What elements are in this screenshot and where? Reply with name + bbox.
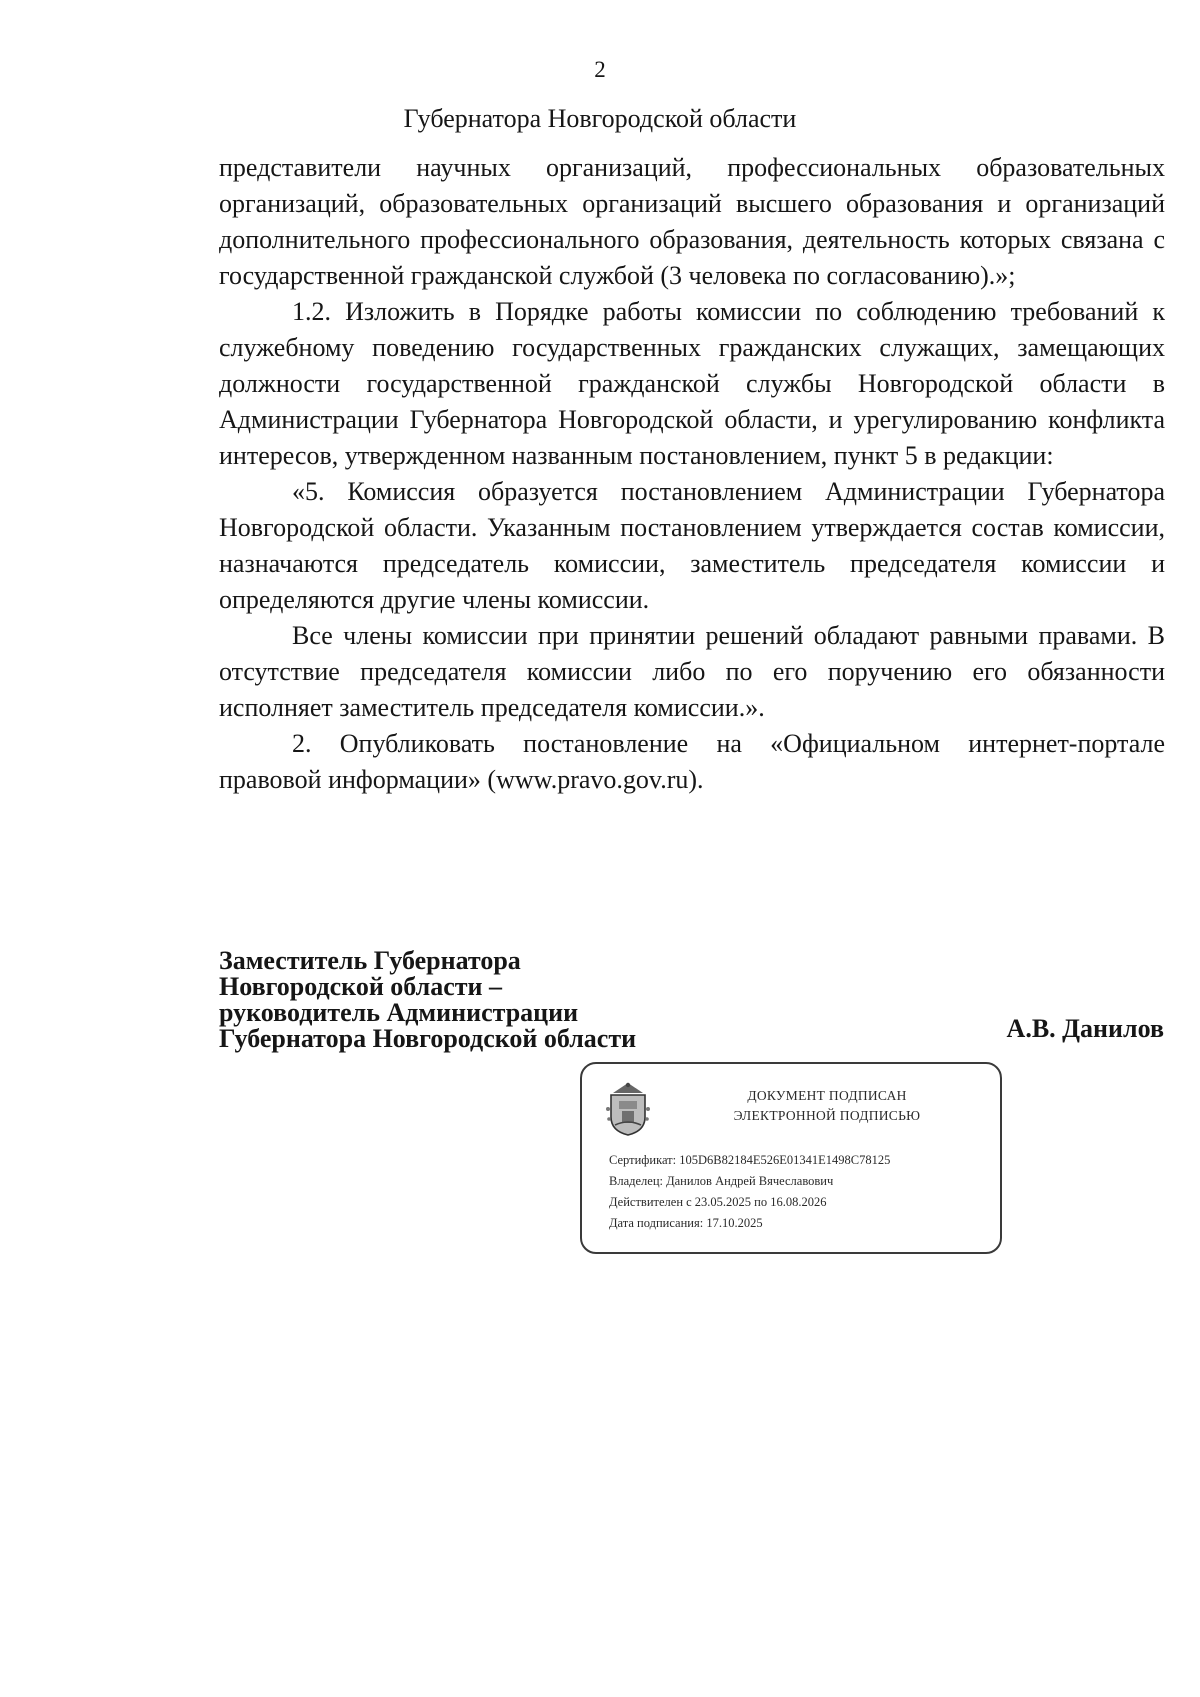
stamp-certificate: Сертификат: 105D6B82184E526E01341E1498C78125 [609,1153,891,1167]
signer-title [219,948,739,1052]
stamp-validity: Действителен с 23.05.2025 по 16.08.2026 [609,1195,827,1209]
stamp-heading [682,1086,972,1126]
paragraph-continuation: представители научных организаций, профессиональных образовательных организаций, образовательных организаций высшего образования и организаций дополнительного профессионального образования, деятельность которых связана с государственной гражданской службой (3 человека по согласованию).»; [219,153,1165,290]
stamp-heading-line: ЭЛЕКТРОННОЙ ПОДПИСЬЮ [733,1108,921,1123]
signer-title-line: Новгородской области – [219,972,503,1001]
signer-name: А.В. Данилов [1006,1014,1164,1043]
coat-of-arms-icon [605,1079,651,1137]
document-body [219,150,1165,798]
stamp-signed-date: Дата подписания: 17.10.2025 [609,1216,763,1230]
signer-title-line: Губернатора Новгородской области [219,1024,637,1053]
stamp-heading-line: ДОКУМЕНТ ПОДПИСАН [747,1088,907,1103]
paragraph-equal-rights: Все члены комиссии при принятии решений обладают равными правами. В отсутствие председателя комиссии либо по его поручению его обязанности исполняет заместитель председателя комиссии.». [219,621,1165,722]
paragraph-5: «5. Комиссия образуется постановлением Администрации Губернатора Новгородской области. Указанным постановлением утверждается состав комиссии, назначаются председатель комиссии, заместитель председателя комиссии и определяются другие члены комиссии. [219,477,1165,614]
signer-title-line: Заместитель Губернатора [219,946,521,975]
header-continuation: Губернатора Новгородской области [403,104,797,133]
signer-title-line: руководитель Администрации [219,998,579,1027]
electronic-signature-stamp [580,1062,1002,1254]
stamp-details [609,1150,997,1234]
paragraph-publish: 2. Опубликовать постановление на «Официальном интернет-портале правовой информации» (www.pravo.gov.ru). [219,729,1165,794]
paragraph-1-2: 1.2. Изложить в Порядке работы комиссии по соблюдению требований к служебному поведению государственных гражданских служащих, замещающих должности государственной гражданской службы Новгородской области в Администрации Губернатора Новгородской области, и урегулированию конфликта интересов, утвержденном названным постановлением, пункт 5 в редакции: [219,297,1165,470]
page-number: 2 [594,57,606,82]
stamp-owner: Владелец: Данилов Андрей Вячеславович [609,1174,834,1188]
